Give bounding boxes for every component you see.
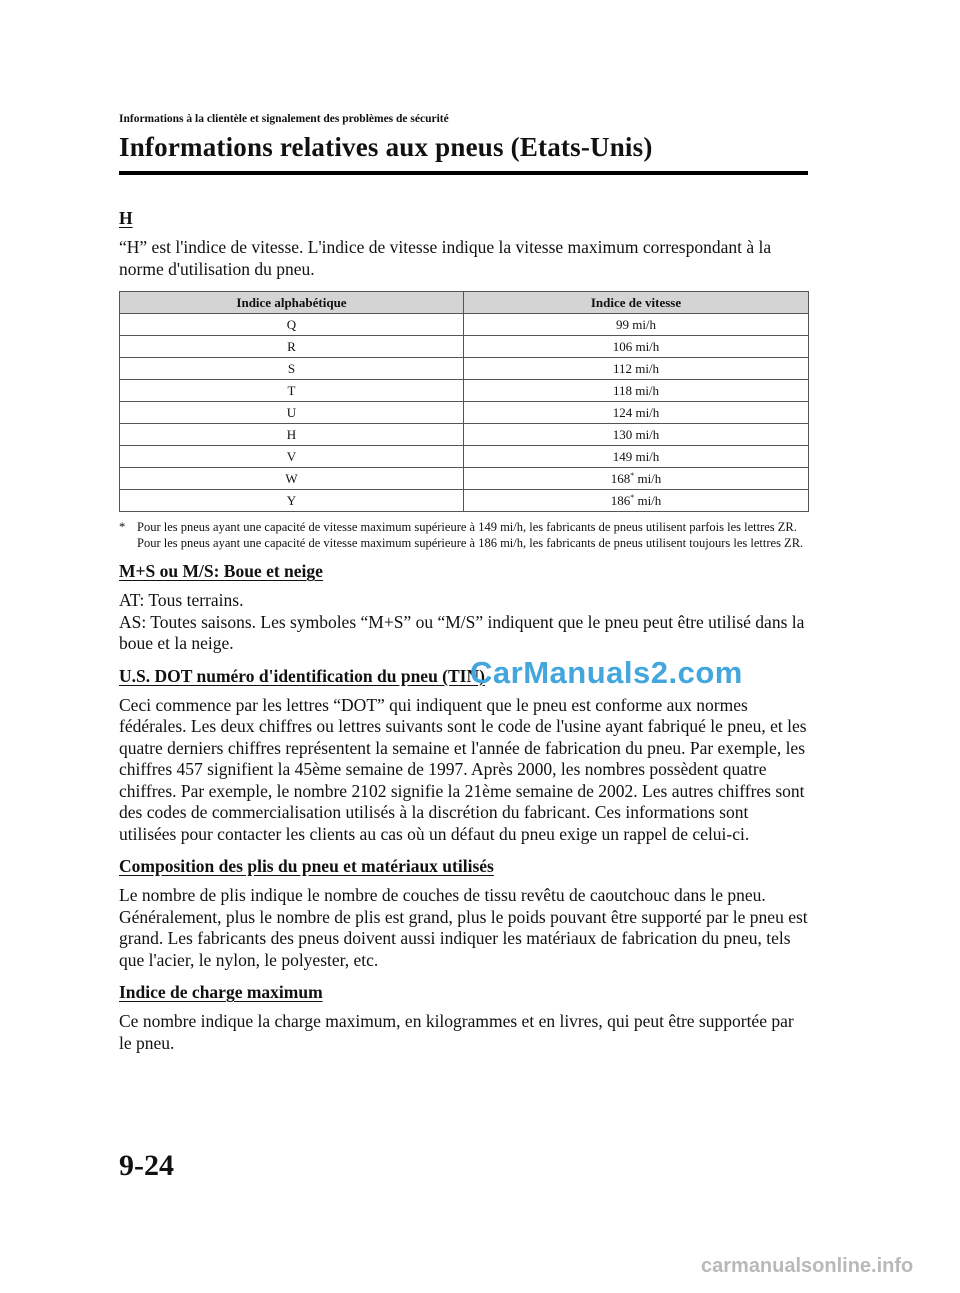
section-heading-plies: Composition des plis du pneu et matériaux utilisés xyxy=(119,856,494,876)
speed-value-cell xyxy=(464,336,809,358)
table-row xyxy=(120,446,809,468)
footnote-text: Pour les pneus ayant une capacité de vitesse maximum supérieure à 149 mi/h, les fabricants de pneus utilisent parfois les lettres ZR. Pour les pneus ayant une capacité de vitesse maximum supérieure à 186 mi/h, les fabricants de pneus utilisent toujours les lettres ZR. xyxy=(137,520,804,550)
speed-letter-cell: Y xyxy=(120,490,464,512)
page-number: 9-24 xyxy=(119,1149,174,1182)
section-heading-h: H xyxy=(119,208,133,228)
tin-paragraph: Ceci commence par les lettres “DOT” qui indiquent que le pneu est conforme aux normes fédérales. Les deux chiffres ou lettres suivants sont le code de l'usine ayant fabriqué le pneu, et les quatre derniers chiffres représentent la semaine et l'année de fabrication du pneu. Par exemple, les chiffres 457 signifient la 45ème semaine de 1997. Après 2000, les nombres possèdent quatre chiffres. Par exemple, le nombre 2102 signifie la 21ème semaine de 2002. Les autres chiffres sont des codes de commercialisation utilisés à la discrétion du fabricant. Ces informations sont utilisées pour contacter les clients au cas où un défaut du pneu exige un rappel de celui-ci. xyxy=(119,694,807,844)
section-heading-max-load: Indice de charge maximum xyxy=(119,982,323,1002)
footnote-star: * xyxy=(119,520,126,534)
speed-letter-cell: T xyxy=(120,380,464,402)
watermark-logo: CarManuals2.com xyxy=(470,655,743,690)
speed-value-cell xyxy=(464,490,809,512)
running-head: Informations à la clientèle et signalement des problèmes de sécurité xyxy=(119,113,449,125)
column-header-speed: Indice de vitesse xyxy=(464,292,809,314)
table-footnote xyxy=(119,520,809,551)
speed-letter-cell: R xyxy=(120,336,464,358)
speed-value: 186 xyxy=(610,492,631,508)
speed-letter-cell: U xyxy=(120,402,464,424)
speed-letter-cell: S xyxy=(120,358,464,380)
speed-value: 118 mi/h xyxy=(612,382,660,398)
watermark-footer: carmanualsonline.info xyxy=(701,1255,914,1277)
speed-value-cell xyxy=(464,468,809,490)
table-row xyxy=(120,314,809,336)
speed-value: 112 mi/h xyxy=(612,360,660,376)
section-heading-mud-snow: M+S ou M/S: Boue et neige xyxy=(119,561,323,581)
mud-snow-paragraph xyxy=(119,590,809,655)
table-header-row xyxy=(120,292,809,314)
max-load-paragraph: Ce nombre indique la charge maximum, en kilogrammes et en livres, qui peut être supportée par le pneu. xyxy=(119,1011,794,1053)
table-row xyxy=(120,380,809,402)
speed-letter-cell: W xyxy=(120,468,464,490)
all-season-line: AS: Toutes saisons. Les symboles “M+S” ou “M/S” indiquent que le pneu peut être utilisé dans la boue et la neige. xyxy=(119,611,805,653)
speed-value: 130 mi/h xyxy=(612,426,660,442)
speed-letter-cell: H xyxy=(120,424,464,446)
speed-letter-cell: Q xyxy=(120,314,464,336)
table-row xyxy=(120,424,809,446)
speed-unit: mi/h xyxy=(634,492,662,508)
table-row xyxy=(120,336,809,358)
speed-value-cell xyxy=(464,424,809,446)
column-header-letter: Indice alphabétique xyxy=(120,292,464,314)
speed-value-cell xyxy=(464,358,809,380)
all-terrain-line: AT: Tous terrains. xyxy=(119,590,244,610)
speed-value-cell xyxy=(464,380,809,402)
speed-index-paragraph: “H” est l'indice de vitesse. L'indice de vitesse indique la vitesse maximum correspondant à la norme d'utilisation du pneu. xyxy=(119,237,772,279)
speed-value-cell xyxy=(464,446,809,468)
speed-unit: mi/h xyxy=(634,470,662,486)
footnote-marker: * xyxy=(630,492,635,502)
speed-value-cell xyxy=(464,402,809,424)
plies-paragraph: Le nombre de plis indique le nombre de couches de tissu revêtu de caoutchouc dans le pneu. Généralement, plus le nombre de plis est grand, plus le poids pouvant être supporté par le pneu est grand. Les fabricants des pneus doivent aussi indiquer les matériaux de fabrication du pneu, tels que l'acier, le nylon, le polyester, etc. xyxy=(119,885,808,970)
speed-value: 168 xyxy=(610,470,631,486)
title-rule xyxy=(119,171,808,175)
speed-value: 149 mi/h xyxy=(612,448,660,464)
speed-value: 106 mi/h xyxy=(612,338,660,354)
speed-letter-cell: V xyxy=(120,446,464,468)
speed-value-cell xyxy=(464,314,809,336)
speed-value: 124 mi/h xyxy=(612,404,660,420)
table-row xyxy=(120,490,809,512)
page-content xyxy=(119,208,809,1065)
speed-value: 99 mi/h xyxy=(615,316,657,332)
section-heading-tin: U.S. DOT numéro d'identification du pneu (TIN) xyxy=(119,665,485,686)
table-row xyxy=(120,402,809,424)
table-row xyxy=(120,468,809,490)
table-row xyxy=(120,358,809,380)
chapter-title: Informations relatives aux pneus (Etats-Unis) xyxy=(119,132,653,162)
speed-index-table xyxy=(119,291,809,512)
footnote-marker: * xyxy=(630,470,635,480)
